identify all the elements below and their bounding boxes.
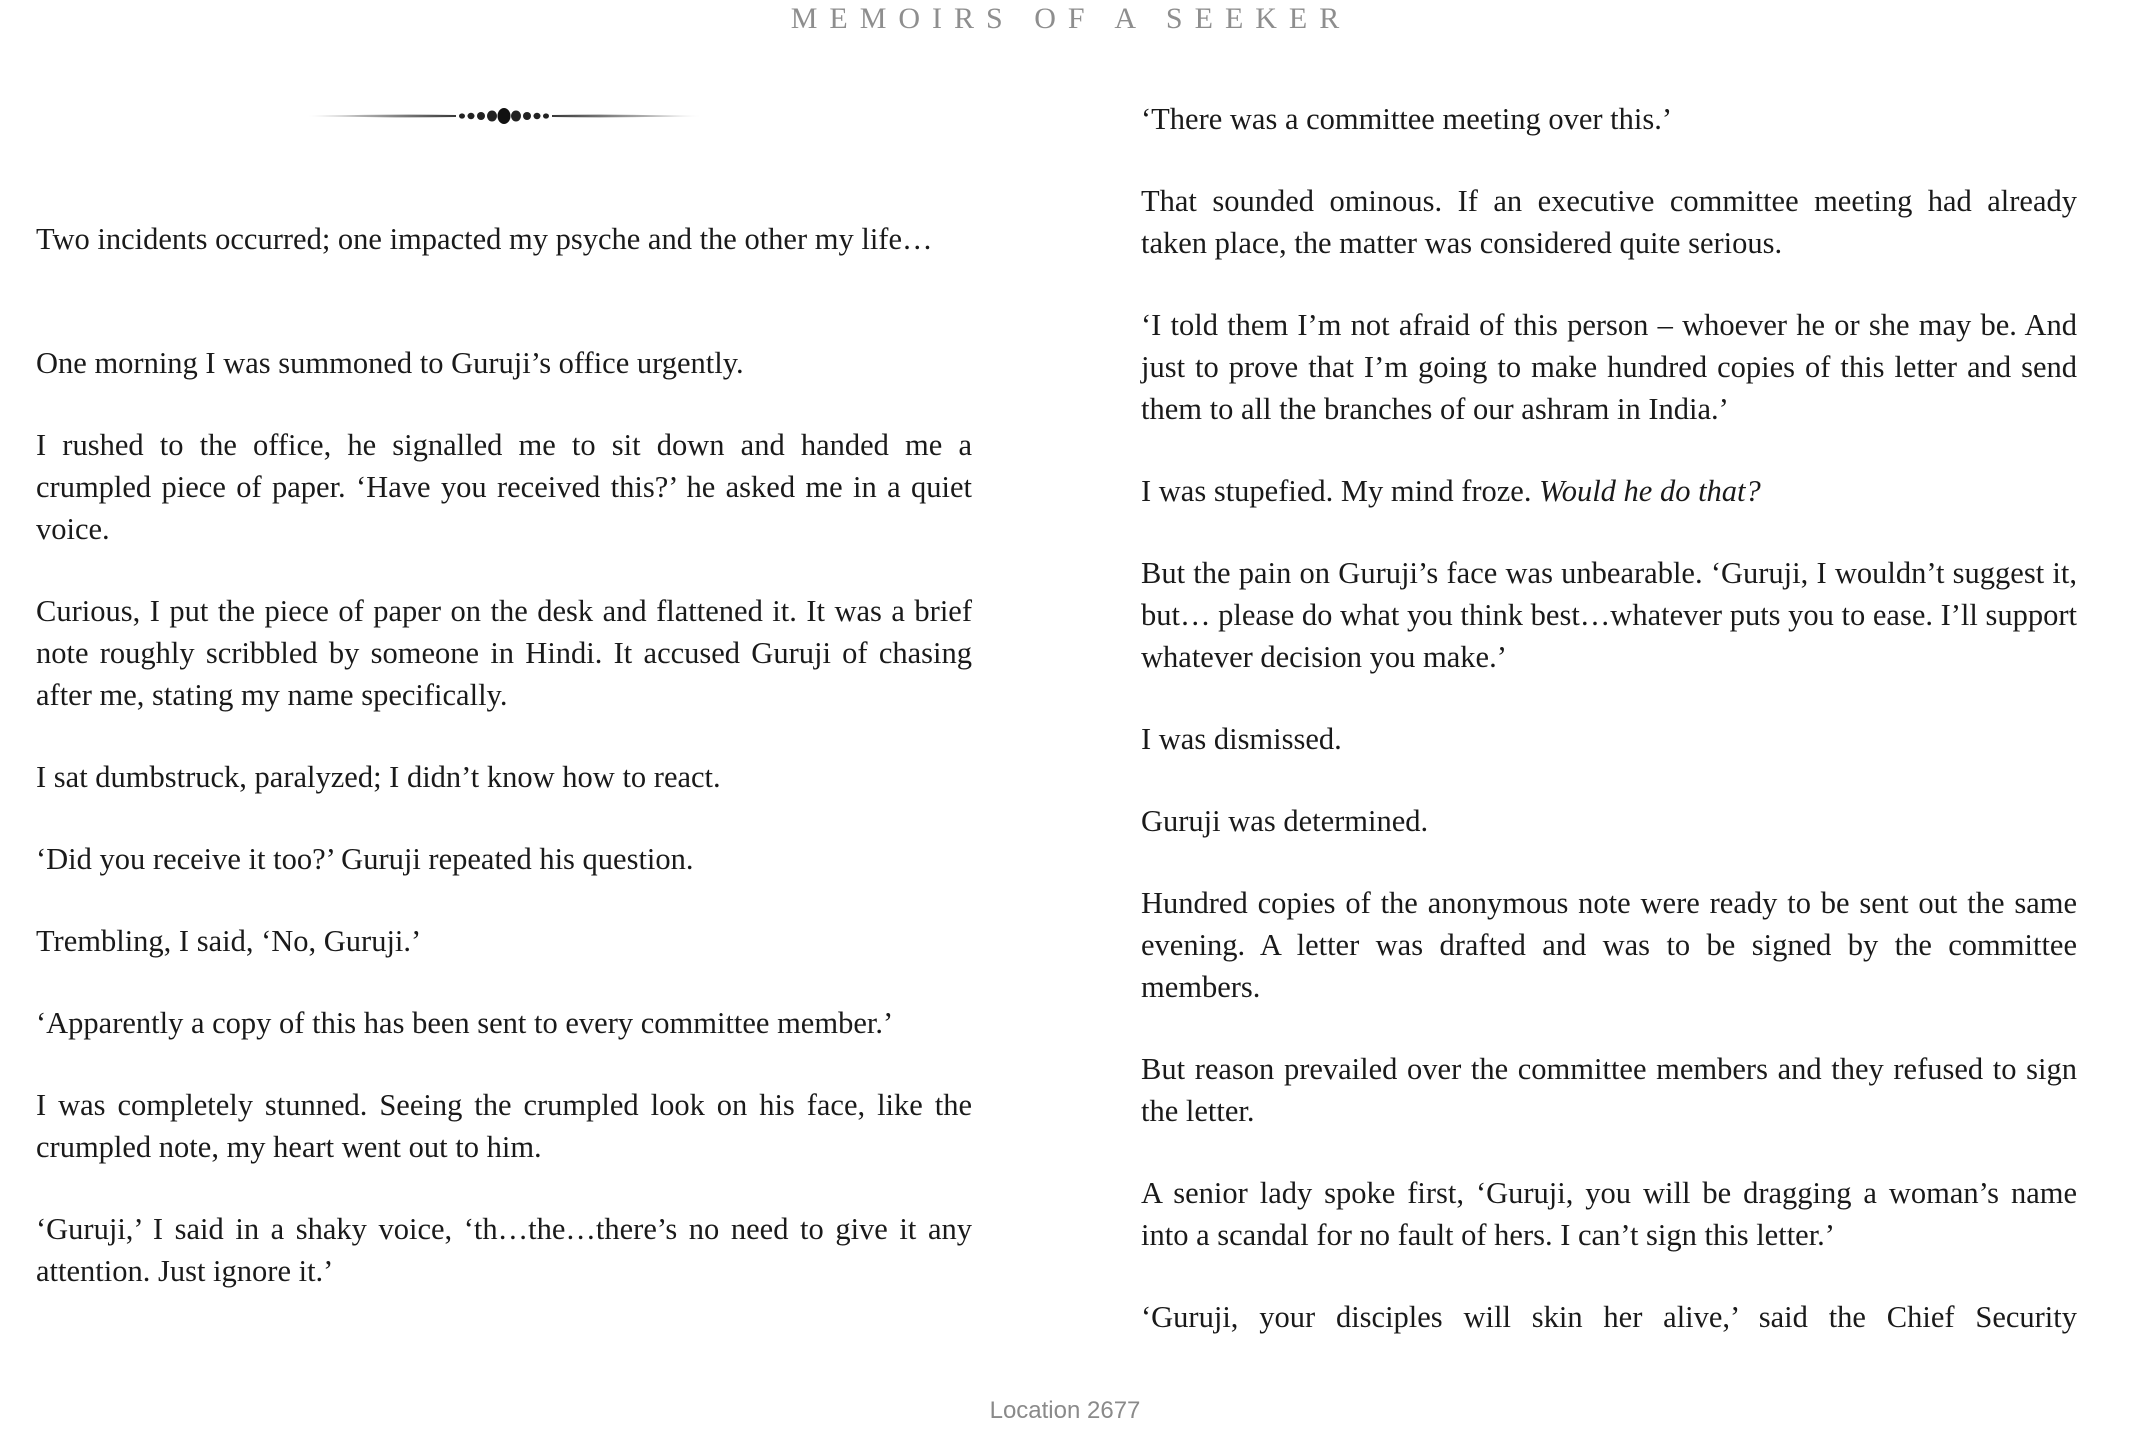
paragraph: Two incidents occurred; one impacted my psyche and the other my life… bbox=[36, 222, 933, 256]
paragraph: ‘Guruji,’ I said in a shaky voice, ‘th…the…there’s no need to give it any attention. Just ignore it.’ bbox=[36, 1212, 972, 1288]
italic-thought: Would he do that? bbox=[1539, 474, 1761, 508]
paragraph: ‘There was a committee meeting over this.’ bbox=[1141, 102, 1673, 136]
paragraph: I was dismissed. bbox=[1141, 722, 1342, 756]
paragraph: I sat dumbstruck, paralyzed; I didn’t know how to react. bbox=[36, 760, 721, 794]
paragraph: Hundred copies of the anonymous note were ready to be sent out the same evening. A letter was drafted and was to be signed by the committee members. bbox=[1141, 886, 2077, 1004]
location-indicator: Location 2677 bbox=[989, 1397, 1141, 1424]
paragraph-text: I was stupefied. My mind froze. bbox=[1141, 474, 1532, 508]
paragraph: ‘Did you receive it too?’ Guruji repeated his question. bbox=[36, 842, 694, 876]
paragraph: Curious, I put the piece of paper on the desk and flattened it. It was a brief note roughly scribbled by someone in Hindi. It accused Guruji of chasing after me, stating my name specifically. bbox=[36, 594, 972, 712]
paragraph: That sounded ominous. If an executive committee meeting had already taken place, the matter was considered quite serious. bbox=[1141, 184, 2077, 260]
paragraph: ‘Apparently a copy of this has been sent to every committee member.’ bbox=[36, 1006, 894, 1040]
paragraph: But reason prevailed over the committee members and they refused to sign the letter. bbox=[1141, 1052, 2077, 1128]
paragraph: ‘Guruji, your disciples will skin her alive,’ said the Chief Security bbox=[1141, 1300, 2077, 1334]
paragraph: Trembling, I said, ‘No, Guruji.’ bbox=[36, 924, 422, 958]
running-title: MEMOIRS OF A SEEKER bbox=[790, 2, 1352, 35]
paragraph bbox=[1141, 470, 2077, 512]
paragraph: ‘I told them I’m not afraid of this person – whoever he or she may be. And just to prove that I’m going to make hundred copies of this letter and send them to all the branches of our ashram in India.’ bbox=[1141, 308, 2077, 426]
paragraph: One morning I was summoned to Guruji’s office urgently. bbox=[36, 346, 744, 380]
paragraph: A senior lady spoke first, ‘Guruji, you will be dragging a woman’s name into a scandal for no fault of hers. I can’t sign this letter.’ bbox=[1141, 1176, 2077, 1252]
paragraph: Guruji was determined. bbox=[1141, 804, 1429, 838]
paragraph: I was completely stunned. Seeing the crumpled look on his face, like the crumpled note, my heart went out to him. bbox=[36, 1088, 972, 1164]
paragraph: But the pain on Guruji’s face was unbearable. ‘Guruji, I wouldn’t suggest it, but… please do what you think best…whatever puts you to ease. I’ll support whatever decision you make.’ bbox=[1141, 556, 2077, 674]
decorative-divider-icon bbox=[306, 98, 702, 134]
paragraph: I rushed to the office, he signalled me to sit down and handed me a crumpled piece of paper. ‘Have you received this?’ he asked me in a quiet voice. bbox=[36, 428, 972, 546]
